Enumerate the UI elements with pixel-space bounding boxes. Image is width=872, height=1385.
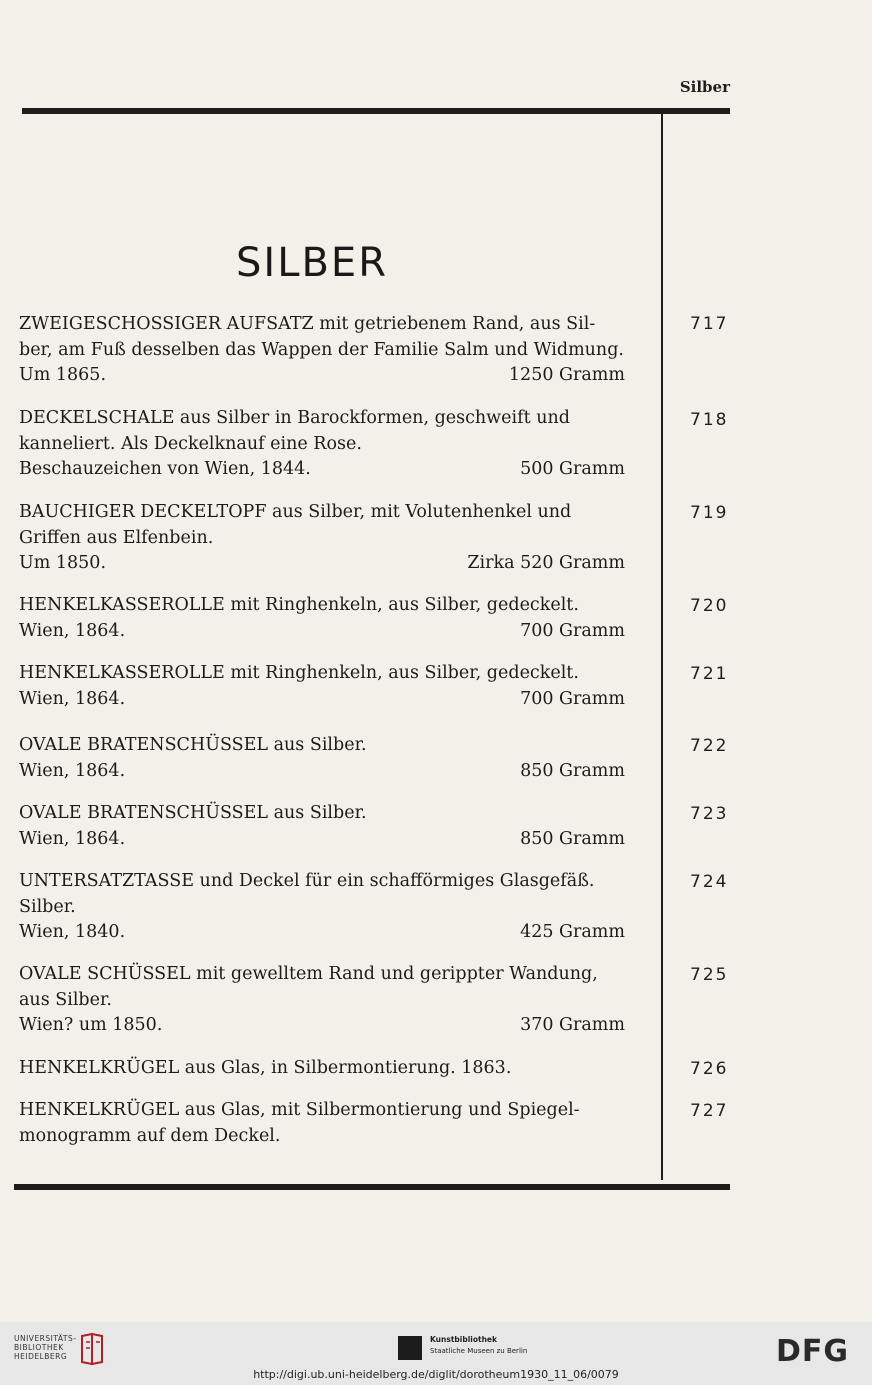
lot-number: 722: [690, 736, 729, 756]
entry-provenance: Wien, 1864.: [19, 828, 126, 849]
entry-footer-line: [19, 1013, 625, 1039]
entry-provenance: Wien, 1840.: [19, 922, 126, 942]
entry-provenance: Wien, 1864.: [19, 620, 126, 641]
entry-line: Silber.: [19, 896, 76, 917]
catalog-entry: [19, 1098, 625, 1149]
entry-line: UNTERSATZTASSE und Deckel für ein schafförmiges Glasgefäß.: [19, 871, 595, 891]
ub-logo-line: BIBLIOTHEK: [14, 1343, 64, 1352]
ub-logo-line: HEIDELBERG: [14, 1352, 68, 1361]
catalog-entry: [19, 869, 625, 946]
catalog-entry: [19, 312, 625, 389]
entry-line: monogramm auf dem Deckel.: [19, 1125, 281, 1146]
running-head: Silber: [679, 78, 730, 96]
digitization-footer: [0, 1322, 872, 1385]
entry-line: BAUCHIGER DECKELTOPF aus Silber, mit Volutenhenkel und: [19, 502, 572, 522]
catalog-entry: [19, 801, 625, 852]
source-url[interactable]: http://digi.ub.uni-heidelberg.de/diglit/dorotheum1930_11_06/0079: [253, 1368, 619, 1381]
entry-line: kanneliert. Als Deckelknauf eine Rose.: [19, 433, 362, 454]
entry-footer-line: [19, 827, 625, 853]
catalog-entry: [19, 661, 625, 712]
entry-line: aus Silber.: [19, 989, 112, 1010]
entry-line: ber, am Fuß desselben das Wappen der Familie Salm und Widmung.: [19, 339, 624, 360]
entry-line: ZWEIGESCHOSSIGER AUFSATZ mit getriebenem Rand, aus Sil-: [19, 314, 596, 334]
catalog-entry: [19, 406, 625, 483]
entry-footer-line: [19, 920, 625, 946]
entry-provenance: Um 1865.: [19, 365, 107, 385]
entry-footer-line: [19, 687, 625, 713]
catalog-entry: [19, 733, 625, 784]
entry-provenance: Beschauzeichen von Wien, 1844.: [19, 459, 311, 479]
lot-number: 727: [690, 1101, 729, 1121]
bottom-rule: [14, 1184, 730, 1190]
lot-number: 719: [690, 503, 729, 523]
entry-footer-line: [19, 363, 625, 389]
lot-number: 720: [690, 596, 729, 616]
entry-weight: 850 Gramm: [520, 760, 625, 781]
entry-weight: Zirka 520 Gramm: [467, 553, 625, 573]
entry-weight: 700 Gramm: [520, 620, 625, 641]
kb-subtitle: Staatliche Museen zu Berlin: [430, 1347, 528, 1355]
ub-logo-line: UNIVERSITÄTS-: [14, 1334, 77, 1343]
top-rule: [22, 108, 730, 114]
lot-number: 723: [690, 804, 729, 824]
lot-number: 725: [690, 965, 729, 985]
ub-heidelberg-logo[interactable]: [14, 1334, 76, 1361]
entry-provenance: Wien, 1864.: [19, 688, 126, 709]
lot-number: 726: [690, 1059, 729, 1079]
entry-footer-line: [19, 619, 625, 645]
entry-footer-line: [19, 457, 625, 483]
entry-line: HENKELKASSEROLLE mit Ringhenkeln, aus Silber, gedeckelt.: [19, 595, 579, 615]
entry-weight: 700 Gramm: [520, 688, 625, 709]
column-rule: [661, 114, 663, 1180]
entry-provenance: Um 1850.: [19, 553, 107, 573]
entry-weight: 850 Gramm: [520, 828, 625, 849]
lot-number: 717: [690, 314, 729, 334]
dfg-logo[interactable]: DFG: [776, 1334, 850, 1369]
entry-weight: 425 Gramm: [520, 922, 625, 942]
entry-line: HENKELKASSEROLLE mit Ringhenkeln, aus Silber, gedeckelt.: [19, 663, 579, 683]
entry-weight: 370 Gramm: [520, 1015, 625, 1035]
entry-weight: 1250 Gramm: [508, 365, 625, 385]
kb-title: Kunstbibliothek: [430, 1335, 498, 1344]
entry-provenance: Wien? um 1850.: [19, 1015, 163, 1035]
lot-number: 721: [690, 664, 729, 684]
entry-weight: 500 Gramm: [520, 459, 625, 479]
entry-line: OVALE BRATENSCHÜSSEL aus Silber.: [19, 735, 367, 755]
lot-number: 724: [690, 872, 729, 892]
kunstbibliothek-emblem-icon: [398, 1336, 422, 1360]
lot-number: 718: [690, 410, 729, 430]
entry-provenance: Wien, 1864.: [19, 760, 126, 781]
catalog-entry: [19, 1056, 625, 1082]
catalog-entry: [19, 962, 625, 1039]
entry-line: HENKELKRÜGEL aus Glas, in Silbermontierung. 1863.: [19, 1058, 512, 1078]
entry-line: HENKELKRÜGEL aus Glas, mit Silbermontierung und Spiegel-: [19, 1100, 580, 1120]
entry-line: DECKELSCHALE aus Silber in Barockformen, geschweift und: [19, 408, 570, 428]
catalog-entry: [19, 500, 625, 577]
entry-line: Griffen aus Elfenbein.: [19, 527, 214, 548]
catalog-entry: [19, 593, 625, 644]
page-title: SILBER: [236, 240, 388, 286]
entry-footer-line: [19, 551, 625, 577]
entry-footer-line: [19, 759, 625, 785]
ub-heidelberg-emblem-icon: [78, 1332, 106, 1366]
entry-line: OVALE BRATENSCHÜSSEL aus Silber.: [19, 803, 367, 823]
entry-line: OVALE SCHÜSSEL mit gewelltem Rand und gerippter Wandung,: [19, 964, 598, 984]
